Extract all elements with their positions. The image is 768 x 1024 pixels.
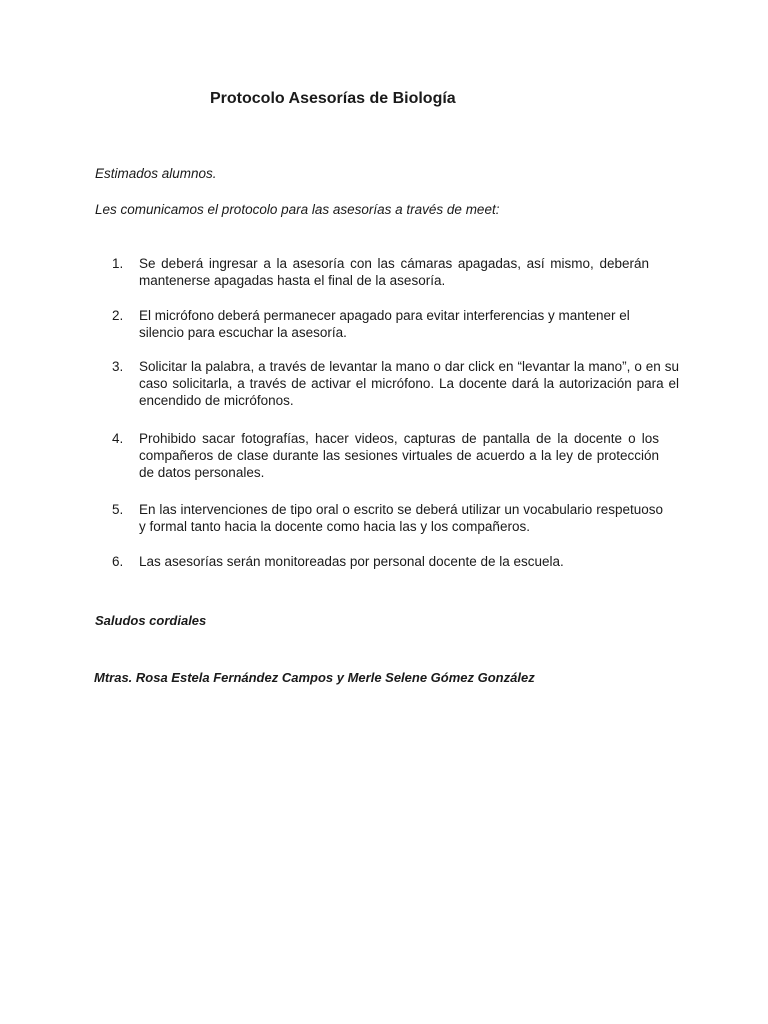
list-item-text: Se deberá ingresar a la asesoría con las cámaras apagadas, así mismo, deberán mantenerse apagadas hasta el final de la asesoría. — [139, 256, 649, 288]
list-item-text: Las asesorías serán monitoreadas por personal docente de la escuela. — [139, 554, 564, 569]
intro-text: Les comunicamos el protocolo para las asesorías a través de meet: — [95, 202, 500, 217]
list-item — [112, 307, 649, 341]
list-item-number: 4. — [112, 431, 124, 446]
list-item-text: El micrófono deberá permanecer apagado para evitar interferencias y mantener el silencio para escuchar la asesoría. — [139, 308, 630, 340]
closing-text: Saludos cordiales — [95, 613, 207, 628]
list-item-text: Prohibido sacar fotografías, hacer videos, capturas de pantalla de la docente o los compañeros de clase durante las sesiones virtuales de acuerdo a la ley de protección de datos personales. — [139, 431, 659, 480]
greeting-text: Estimados alumnos. — [95, 166, 217, 181]
list-item — [112, 255, 649, 289]
list-item-number: 3. — [112, 359, 124, 374]
list-item — [112, 358, 679, 409]
list-item-number: 2. — [112, 308, 124, 323]
list-item-number: 5. — [112, 502, 124, 517]
signature-text: Mtras. Rosa Estela Fernández Campos y Merle Selene Gómez González — [94, 670, 535, 685]
list-item-text: Solicitar la palabra, a través de levantar la mano o dar click en “levantar la mano”, o en su caso solicitarla, a través de activar el micrófono. La docente dará la autorización para el encendido de micrófonos. — [139, 359, 679, 408]
list-item-number: 1. — [112, 256, 124, 271]
list-item-number: 6. — [112, 554, 124, 569]
list-item-text: En las intervenciones de tipo oral o escrito se deberá utilizar un vocabulario respetuoso y formal tanto hacia la docente como hacia las y los compañeros. — [139, 502, 663, 534]
list-item — [112, 501, 663, 535]
list-item — [112, 553, 663, 570]
document-title: Protocolo Asesorías de Biología — [210, 90, 456, 107]
list-item — [112, 430, 659, 481]
